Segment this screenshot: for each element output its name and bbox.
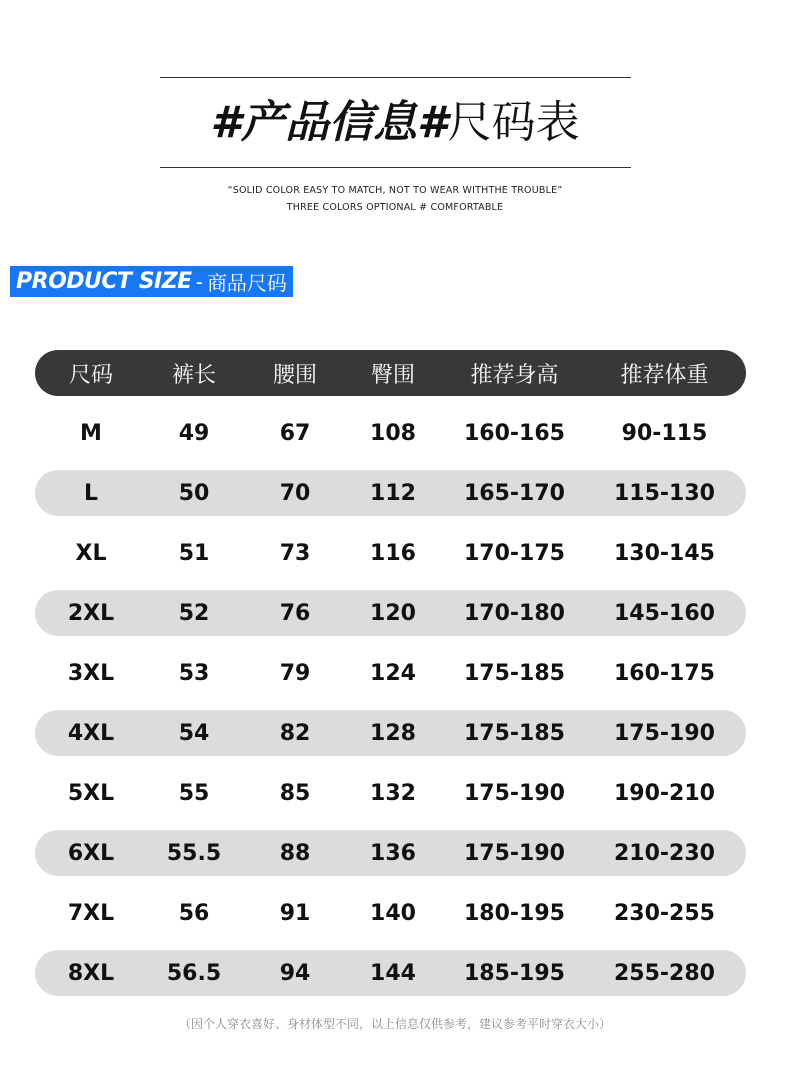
- header-weight: 推荐体重: [620, 362, 709, 388]
- size-table-header: [35, 350, 746, 396]
- cell-weight: 175-190: [614, 720, 715, 746]
- cell-height: 175-190: [464, 840, 565, 866]
- cell-weight: 115-130: [614, 480, 715, 506]
- cell-weight: 160-175: [614, 660, 715, 686]
- cell-hip: 132: [370, 780, 416, 806]
- cell-waist: 82: [279, 720, 311, 746]
- cell-hip: 128: [370, 720, 416, 746]
- cell-size: 7XL: [67, 900, 115, 926]
- title-top-rule: [160, 77, 631, 78]
- cell-hip: 144: [370, 960, 416, 986]
- title-bottom-rule: [160, 167, 631, 168]
- header-size: 尺码: [68, 362, 113, 388]
- product-size-banner: [10, 266, 293, 297]
- table-row: [35, 410, 746, 456]
- subtitle-line-1: “SOLID COLOR EASY TO MATCH, NOT TO WEAR WITHTHE TROUBLE”: [227, 185, 563, 196]
- cell-height: 185-195: [464, 960, 565, 986]
- cell-length: 56.5: [166, 960, 222, 986]
- cell-size: XL: [75, 540, 107, 566]
- banner-separator: -: [195, 269, 203, 294]
- cell-hip: 116: [370, 540, 416, 566]
- table-row: [35, 890, 746, 936]
- cell-hip: 136: [370, 840, 416, 866]
- banner-english: PRODUCT SIZE: [16, 269, 192, 294]
- table-row: [35, 590, 746, 636]
- table-row: [35, 470, 746, 516]
- cell-hip: 108: [370, 420, 416, 446]
- cell-weight: 130-145: [614, 540, 715, 566]
- cell-length: 50: [178, 480, 210, 506]
- cell-waist: 85: [279, 780, 311, 806]
- size-table-body: [35, 410, 746, 996]
- cell-length: 52: [178, 600, 210, 626]
- cell-length: 53: [178, 660, 210, 686]
- cell-length: 56: [178, 900, 210, 926]
- cell-height: 175-190: [464, 780, 565, 806]
- cell-waist: 70: [279, 480, 311, 506]
- header-height: 推荐身高: [470, 362, 559, 388]
- header-length: 裤长: [171, 362, 216, 388]
- banner-chinese: 商品尺码: [206, 271, 287, 295]
- cell-weight: 255-280: [614, 960, 715, 986]
- cell-size: 4XL: [67, 720, 115, 746]
- footnote: （因个人穿衣喜好、身材体型不同，以上信息仅供参考，建议参考平时穿衣大小）: [178, 1017, 611, 1031]
- cell-waist: 88: [279, 840, 311, 866]
- header-hip: 臀围: [370, 362, 415, 388]
- cell-length: 54: [178, 720, 210, 746]
- table-row: [35, 770, 746, 816]
- cell-length: 51: [178, 540, 210, 566]
- title-light-part: 尺码表: [447, 97, 580, 148]
- cell-length: 55: [178, 780, 210, 806]
- cell-waist: 73: [279, 540, 311, 566]
- cell-size: 6XL: [67, 840, 115, 866]
- table-row: [35, 830, 746, 876]
- cell-size: 3XL: [67, 660, 115, 686]
- cell-size: 5XL: [67, 780, 115, 806]
- cell-waist: 79: [279, 660, 311, 686]
- cell-size: 2XL: [67, 600, 115, 626]
- cell-height: 165-170: [464, 480, 565, 506]
- cell-hip: 112: [370, 480, 416, 506]
- table-row: [35, 710, 746, 756]
- cell-height: 180-195: [464, 900, 565, 926]
- subtitle-line-2: THREE COLORS OPTIONAL # COMFORTABLE: [286, 202, 504, 213]
- size-table: [35, 350, 746, 1010]
- cell-size: 8XL: [67, 960, 115, 986]
- cell-waist: 76: [279, 600, 311, 626]
- cell-waist: 91: [279, 900, 311, 926]
- table-row: [35, 950, 746, 996]
- title-bold-part: #产品信息#: [210, 97, 448, 148]
- table-row: [35, 650, 746, 696]
- cell-weight: 90-115: [621, 420, 708, 446]
- cell-height: 160-165: [464, 420, 565, 446]
- cell-weight: 145-160: [614, 600, 715, 626]
- cell-hip: 124: [370, 660, 416, 686]
- cell-weight: 230-255: [614, 900, 715, 926]
- cell-hip: 140: [370, 900, 416, 926]
- cell-waist: 67: [279, 420, 311, 446]
- cell-waist: 94: [279, 960, 311, 986]
- cell-height: 175-185: [464, 660, 565, 686]
- cell-weight: 210-230: [614, 840, 715, 866]
- cell-height: 175-185: [464, 720, 565, 746]
- cell-length: 49: [178, 420, 210, 446]
- header-waist: 腰围: [272, 362, 317, 388]
- table-row: [35, 530, 746, 576]
- page-title: [0, 88, 790, 158]
- cell-length: 55.5: [166, 840, 222, 866]
- cell-height: 170-175: [464, 540, 565, 566]
- cell-height: 170-180: [464, 600, 565, 626]
- cell-size: M: [80, 420, 102, 446]
- cell-hip: 120: [370, 600, 416, 626]
- cell-size: L: [83, 480, 99, 506]
- cell-weight: 190-210: [614, 780, 715, 806]
